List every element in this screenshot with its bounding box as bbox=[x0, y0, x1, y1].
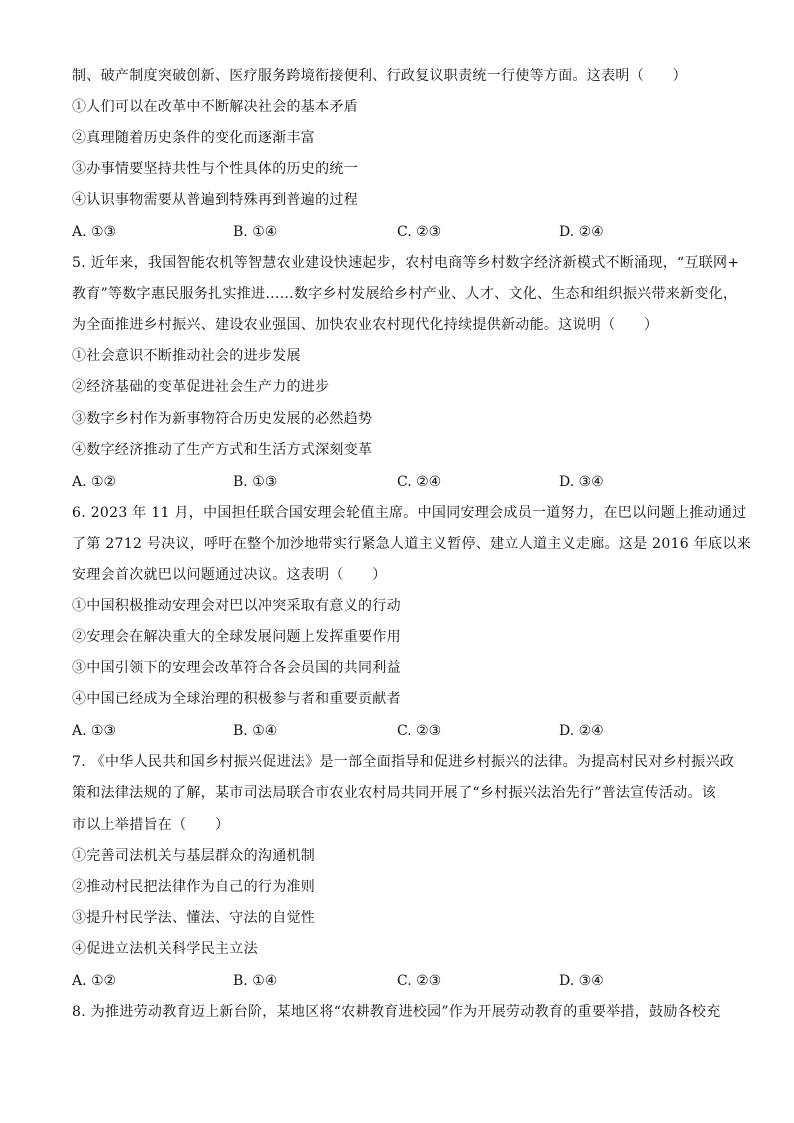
q6-statement-2: ②安理会在解决重大的全球发展问题上发挥重要作用 bbox=[72, 629, 401, 645]
q5-option-a: A. ①② bbox=[72, 474, 117, 490]
q5-stem-line-1: 5. 近年来，我国智能农机等智慧农业建设快速起步，农村电商等乡村数字经济新模式不断涌现，“互联网+ bbox=[72, 255, 740, 271]
q7-option-b: B. ①④ bbox=[233, 973, 278, 989]
q5-option-b: B. ①③ bbox=[233, 474, 278, 490]
q7-stem-line-1: 7. 《中华人民共和国乡村振兴促进法》是一部全面指导和促进乡村振兴的法律。为提高村民对乡村振兴政 bbox=[72, 754, 735, 770]
q6-option-c: C. ②③ bbox=[397, 723, 442, 739]
q6-option-a: A. ①③ bbox=[72, 723, 117, 739]
q5-option-c: C. ②④ bbox=[397, 474, 442, 490]
q4-option-a: A. ①③ bbox=[72, 224, 117, 240]
q6-options bbox=[72, 721, 732, 741]
q8-stem-line-1: 8. 为推进劳动教育迈上新台阶，某地区将“农耕教育进校园”作为开展劳动教育的重要举措，鼓励各校充 bbox=[72, 1004, 721, 1020]
q7-statement-4: ④促进立法机关科学民主立法 bbox=[72, 941, 258, 957]
q4-statement-2: ②真理随着历史条件的变化而逐渐丰富 bbox=[72, 130, 316, 146]
q5-statement-2: ②经济基础的变革促进社会生产力的进步 bbox=[72, 379, 330, 395]
q6-stem-line-3: 安理会首次就巴以问题通过决议。这表明（ ） bbox=[72, 567, 387, 583]
q7-statement-1: ①完善司法机关与基层群众的沟通机制 bbox=[72, 848, 316, 864]
q5-stem-line-3: 为全面推进乡村振兴、建设农业强国、加快农业农村现代化持续提供新动能。这说明（ ） bbox=[72, 317, 659, 333]
q7-options bbox=[72, 971, 732, 991]
q4-stem-line: 制、破产制度突破创新、医疗服务跨境衔接便利、行政复议职责统一行使等方面。这表明（ ） bbox=[72, 68, 687, 84]
q4-statement-4: ④认识事物需要从普遍到特殊再到普遍的过程 bbox=[72, 192, 358, 208]
q7-option-a: A. ①② bbox=[72, 973, 117, 989]
q6-option-d: D. ②④ bbox=[559, 723, 604, 739]
q7-statement-2: ②推动村民把法律作为自己的行为准则 bbox=[72, 879, 316, 895]
q4-options bbox=[72, 222, 732, 242]
q7-statement-3: ③提升村民学法、懂法、守法的自觉性 bbox=[72, 910, 316, 926]
q7-stem-line-2: 策和法律法规的了解，某市司法局联合市农业农村局共同开展了“乡村振兴法治先行”普法宣传活动。该 bbox=[72, 785, 717, 801]
q4-statement-1: ①人们可以在改革中不断解决社会的基本矛盾 bbox=[72, 99, 358, 115]
q6-stem-line-2: 了第 2712 号决议，呼吁在整个加沙地带实行紧急人道主义暂停、建立人道主义走廊。这是 2016 年底以来 bbox=[72, 536, 751, 552]
q5-statement-4: ④数字经济推动了生产方式和生活方式深刻变革 bbox=[72, 442, 373, 458]
q5-statement-1: ①社会意识不断推动社会的进步发展 bbox=[72, 348, 301, 364]
q6-statement-1: ①中国积极推动安理会对巴以冲突采取有意义的行动 bbox=[72, 598, 401, 614]
q7-stem-line-3: 市以上举措旨在（ ） bbox=[72, 817, 230, 833]
q7-option-d: D. ③④ bbox=[559, 973, 604, 989]
q6-stem-line-1: 6. 2023 年 11 月，中国担任联合国安理会轮值主席。中国同安理会成员一道努力，在巴以问题上推动通过 bbox=[72, 505, 747, 521]
q6-statement-3: ③中国引领下的安理会改革符合各会员国的共同利益 bbox=[72, 660, 401, 676]
q7-option-c: C. ②③ bbox=[397, 973, 442, 989]
q6-option-b: B. ①④ bbox=[233, 723, 278, 739]
q4-statement-3: ③办事情要坚持共性与个性具体的历史的统一 bbox=[72, 161, 358, 177]
q4-option-d: D. ②④ bbox=[559, 224, 604, 240]
q5-options bbox=[72, 472, 732, 492]
q5-stem-line-2: 教育”等数字惠民服务扎实推进……数字乡村发展给乡村产业、人才、文化、生态和组织振兴带来新变化， bbox=[72, 286, 738, 302]
q5-statement-3: ③数字乡村作为新事物符合历史发展的必然趋势 bbox=[72, 411, 373, 427]
q5-option-d: D. ③④ bbox=[559, 474, 604, 490]
q6-statement-4: ④中国已经成为全球治理的积极参与者和重要贡献者 bbox=[72, 691, 401, 707]
q4-option-c: C. ②③ bbox=[397, 224, 442, 240]
q4-option-b: B. ①④ bbox=[233, 224, 278, 240]
